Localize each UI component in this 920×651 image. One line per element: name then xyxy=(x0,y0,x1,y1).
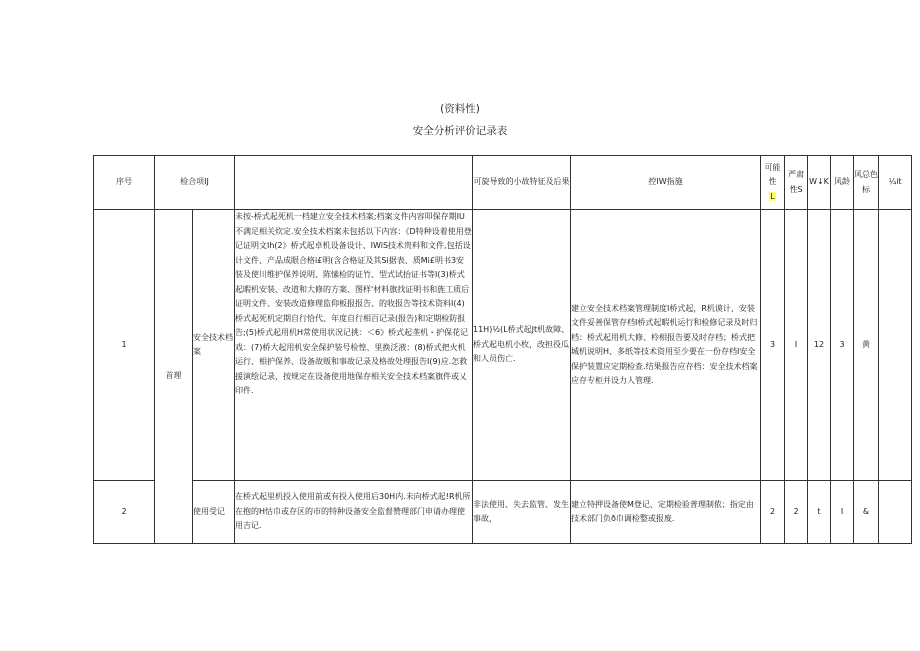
row-control: 建立安全技术档案管理制度I桥式起，R机谟计、安装文件妥善保管存档I桥式起暇机运行和检修记录及时归档：桥式起用机大修、柃相报告要及时存档；桥式把城机说明H、多纸等技术资用至少要在一份存档I安全保护装置应定期检查.结果报告应存档：安全技术档案应存专柜并设力人管理. xyxy=(571,210,761,481)
header-wk: W↓K xyxy=(808,156,831,210)
row-check-item: 安全技术档案 xyxy=(193,210,235,481)
row-wk: 12 xyxy=(808,210,831,481)
header-seq: 序号 xyxy=(94,156,155,210)
row-likelihood: 3 xyxy=(761,210,785,481)
header-risk: 风龄 xyxy=(831,156,854,210)
row-risk-color: 黄 xyxy=(854,210,879,481)
header-content xyxy=(235,156,473,210)
header-check-item: 检合项IJ xyxy=(155,156,235,210)
row-seq: 2 xyxy=(94,481,155,544)
row-hazard: 11H)½(L桥式起Jt机故障、桥式起电机小枚，改担役瓜和人员伤亡. xyxy=(473,210,571,481)
table-row xyxy=(94,210,912,481)
header-control: 控IW指施 xyxy=(571,156,761,210)
table-header-row xyxy=(94,156,912,210)
document-title: 安全分析评价记录表 xyxy=(412,125,508,137)
row-last xyxy=(879,481,912,544)
table-row xyxy=(94,481,912,544)
row-category: 首理 xyxy=(155,210,193,544)
header-hazard: 可旋导致的小故特征及后果 xyxy=(473,156,571,210)
row-content: 未按-桥式起死机一档建立安全技术档案;档案文件内容叩保存期IU不满足相关炊定.安全技术档案未包括以下内容：《D特种设着使用登记证明文Ih(2》桥式起卓机设备设计、IWiS技术贵料和文件,包括设计文件、产品成眼合格i£明(含合格证及其Si据表、质Mi£明书3安装及使川维护保养说明、陈愫检的证竹、型式试抬证书等I(3)桥式起暇机安装、改道和大修的方案、图样'材料旗找证明书和旌工质后证明文件、安装改造修理监仰板报报告、的收报告等技术资料I(4)桥式起死机定期自行恰代、年度自行相百记录(报告)和定期检防报告;(5)桥式起用机H常使用状况记挑：＜6》桥式起垄机・护保花记戏：(7)桥大起用机安全保护装号检惶、里换泛液：(8)桥式把火机运行、相护保养、设备故贩和事故记录及格故处理报告I(9)应.怎救援演绘记录，按规定在设备使用地保存相关安全技术档案旗件或乂印件. xyxy=(235,210,473,481)
safety-analysis-table xyxy=(93,155,912,544)
row-content: 在桥式起里机投入使用前或有投入使用后30H内.未向桥式起!R机所在抱的H怙巾或存区的市的特种设备安全监督赞理部门申请办理使用吉记. xyxy=(235,481,473,544)
header-likelihood-line3: L xyxy=(770,191,775,201)
header-likelihood-line1: 可能 xyxy=(764,162,781,172)
document-subtitle: (资料性) xyxy=(440,103,480,115)
row-hazard: 非法使用、失去监管、发生事故， xyxy=(473,481,571,544)
row-check-item: 使用受记 xyxy=(193,481,235,544)
row-risk-color: & xyxy=(854,481,879,544)
header-severity: 严肃性S xyxy=(785,156,808,210)
row-control: 建立特押设备使M登记、定期检验普理制侬；指定由技术部门负ð巾调检整或报废. xyxy=(571,481,761,544)
row-likelihood: 2 xyxy=(761,481,785,544)
header-likelihood xyxy=(761,156,785,210)
row-risk: I xyxy=(831,481,854,544)
header-last: ¼it xyxy=(879,156,912,210)
row-seq: 1 xyxy=(94,210,155,481)
row-severity: 2 xyxy=(785,481,808,544)
header-likelihood-line2: 性 xyxy=(768,177,777,187)
row-wk: t xyxy=(808,481,831,544)
row-last xyxy=(879,210,912,481)
header-risk-color: 风总色标 xyxy=(854,156,879,210)
row-severity: I xyxy=(785,210,808,481)
row-risk: 3 xyxy=(831,210,854,481)
